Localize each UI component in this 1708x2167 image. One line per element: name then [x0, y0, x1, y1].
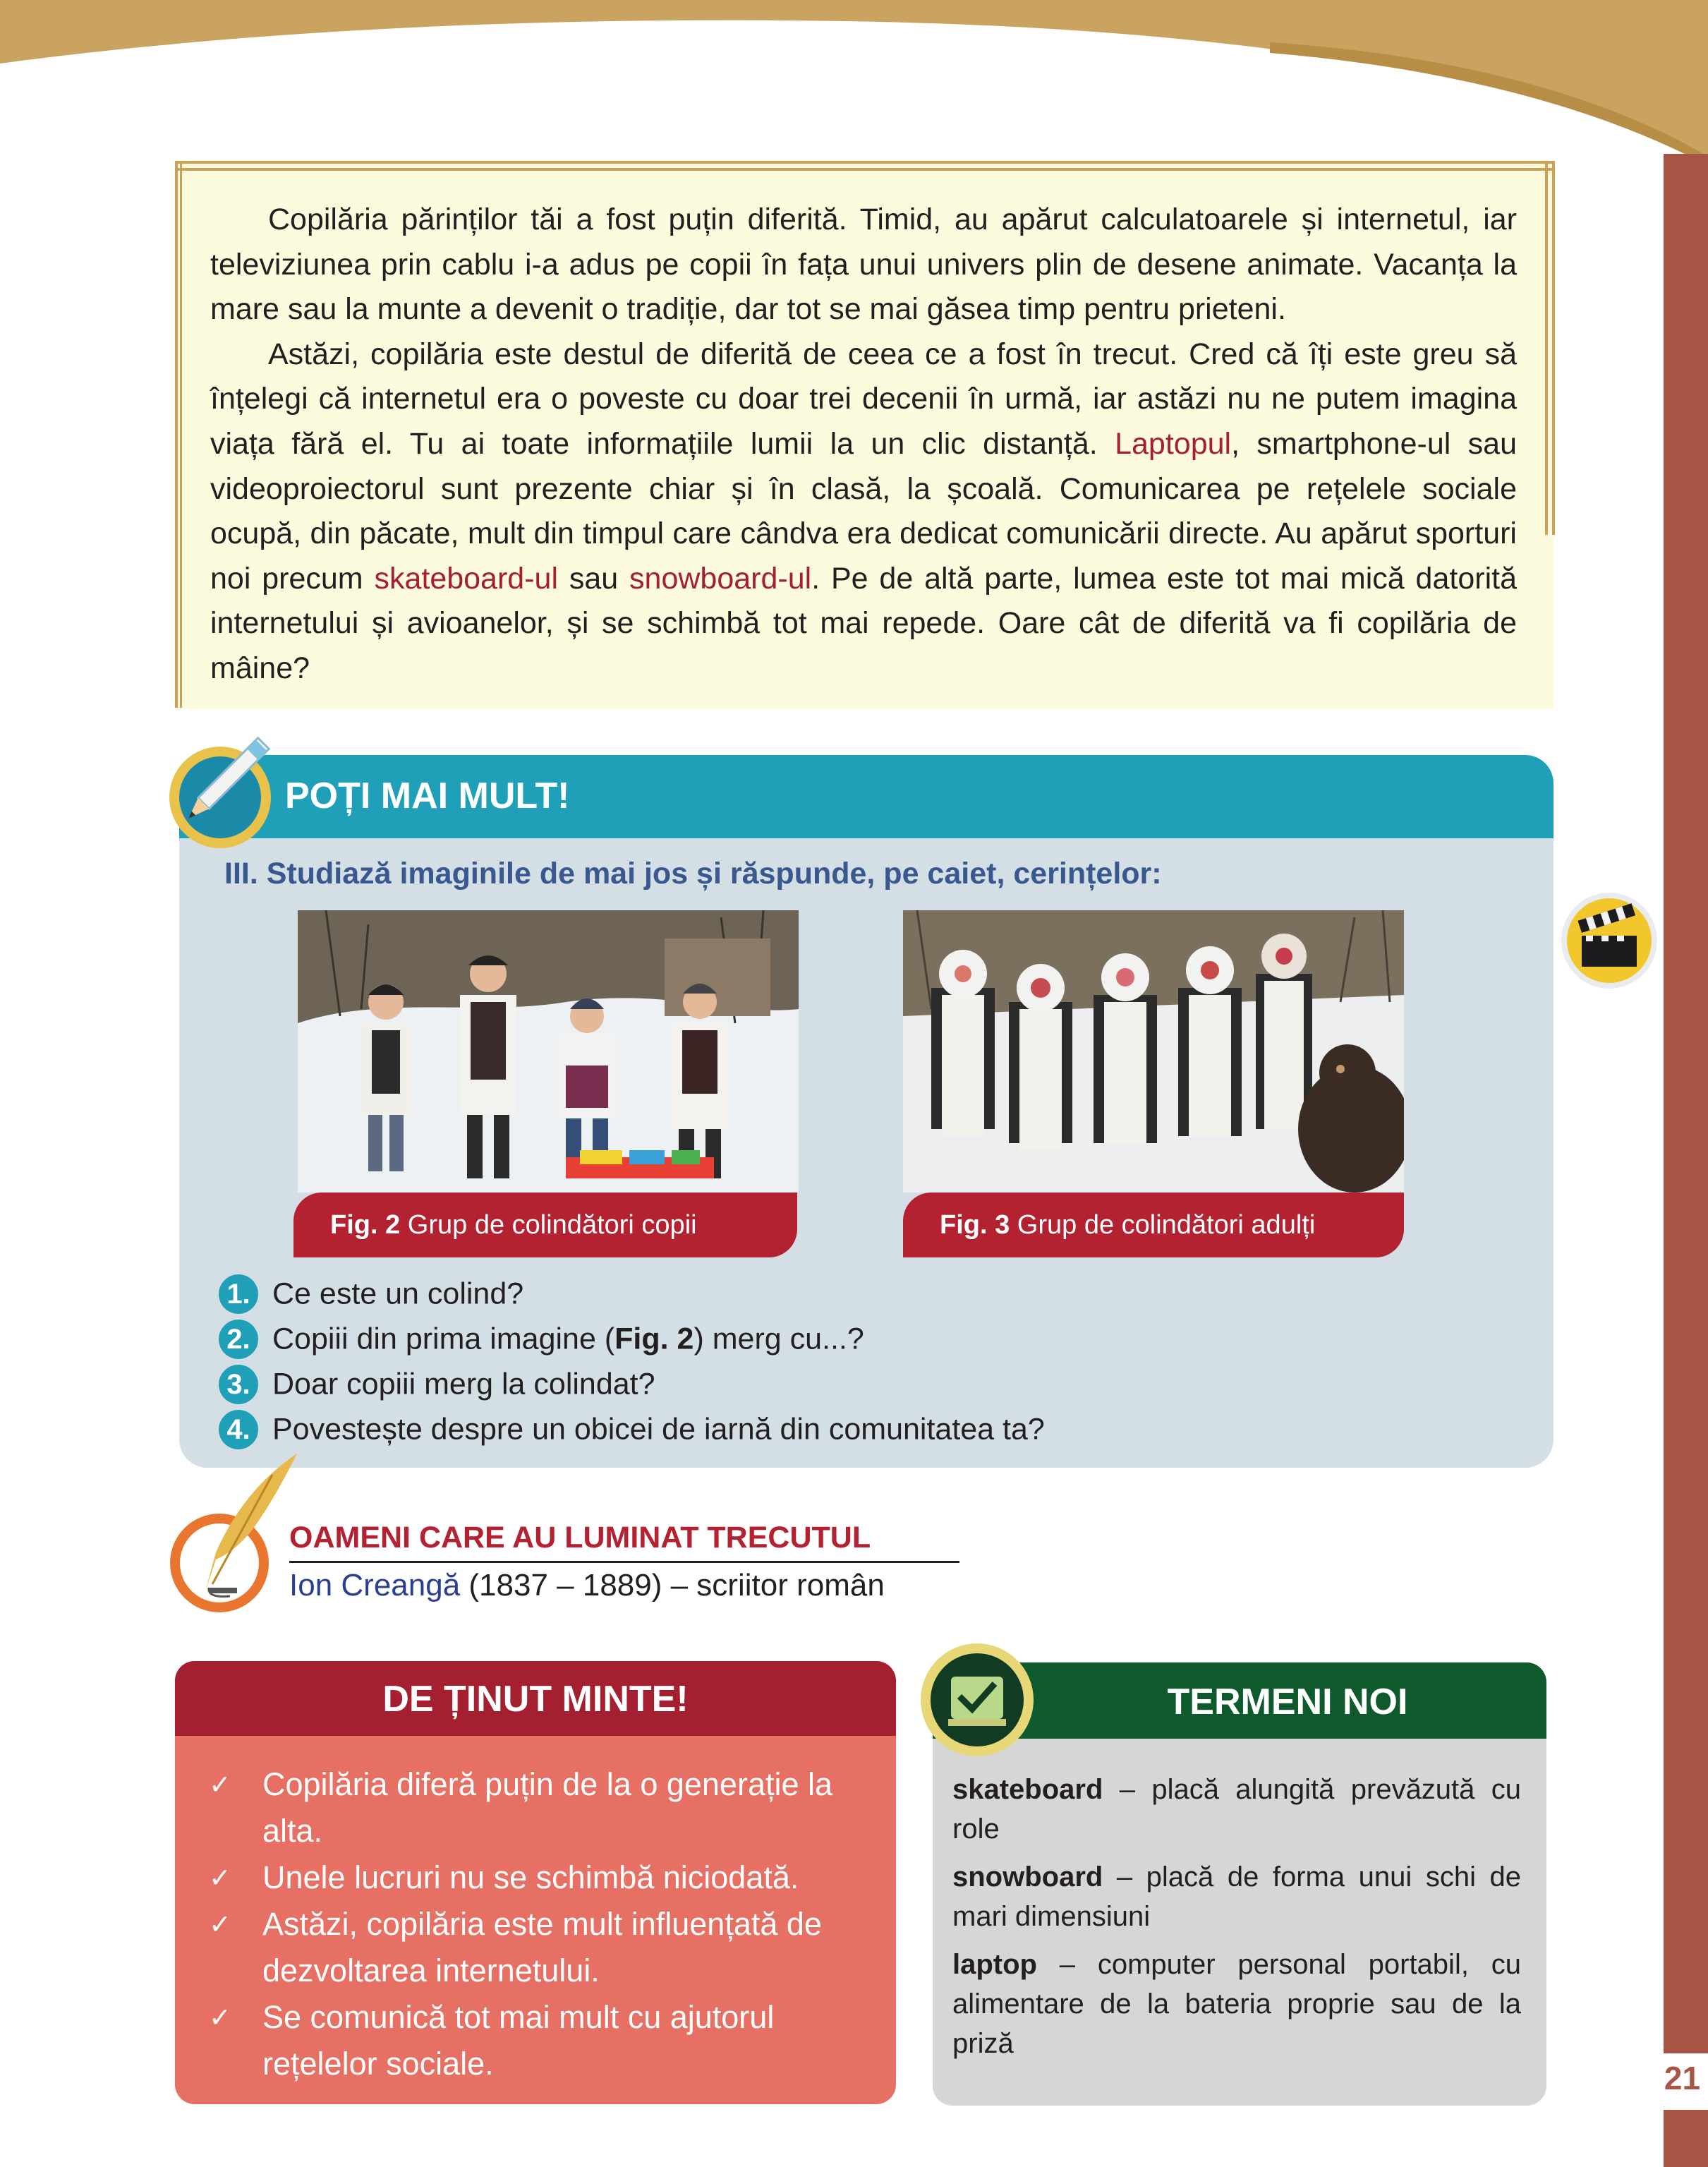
question-2-text [272, 1322, 864, 1356]
question-1-number: 1. [219, 1274, 258, 1314]
term-entry-laptop [952, 1945, 1521, 2063]
term-definition: – computer personal portabil, cu alimentare de la bateria proprie sau de la priză [952, 1949, 1521, 2059]
right-sidebar-strip [1664, 154, 1708, 2167]
list-item [205, 1854, 875, 1901]
list-item [205, 1994, 875, 2087]
quill-icon [166, 1447, 308, 1616]
term-word: snowboard [952, 1861, 1103, 1893]
question-2-text-b: ) merg cu...? [694, 1322, 864, 1356]
question-2-figure-ref: Fig. 2 [614, 1322, 694, 1356]
de-tinut-minte-list [205, 1761, 875, 2087]
question-3 [219, 1365, 655, 1404]
person-name: Ion Creangă [289, 1568, 461, 1602]
caption-fig-3 [903, 1193, 1404, 1257]
pencil-icon [157, 727, 277, 854]
checkmark-icon: ✓ [209, 1862, 231, 1893]
term-entry-skateboard [952, 1770, 1521, 1849]
photo-child-carolers [298, 910, 799, 1193]
caption-fig-2 [293, 1193, 797, 1257]
termeni-noi-title: TERMENI NOI [1167, 1682, 1408, 1722]
person-details: (1837 – 1889) – scriitor român [460, 1568, 885, 1602]
term-definition: – placă alungită prevăzută cu role [952, 1774, 1521, 1845]
checkmark-icon: ✓ [209, 2002, 231, 2033]
intro-border-right [1545, 161, 1555, 535]
caption-fig-3-text: Grup de colindători adulți [1010, 1210, 1316, 1240]
intro-p2-part-d: . Pe de altă parte, lumea este tot mai mică datorită internetului și avioanelor, și se schimbă tot mai repede. Oare cât de diferită va fi copilăria de mâine? [210, 561, 1517, 685]
list-item-text: Astăzi, copilăria este mult influențată de dezvoltarea internetului. [262, 1906, 822, 1988]
list-item-text: Se comunică tot mai mult cu ajutorul rețelelor sociale. [262, 1999, 775, 2082]
term-entry-snowboard [952, 1857, 1521, 1936]
caption-fig-3-label: Fig. 3 [940, 1210, 1010, 1240]
checkmark-icon: ✓ [209, 1769, 231, 1800]
oameni-underline [289, 1561, 959, 1563]
term-word: laptop [952, 1949, 1037, 1980]
oameni-person [289, 1568, 885, 1603]
question-1-text: Ce este un colind? [272, 1276, 524, 1311]
question-2-text-a: Copiii din prima imagine ( [272, 1322, 615, 1356]
top-decorative-band [0, 0, 1708, 169]
intro-border-top [178, 161, 1553, 171]
caption-fig-2-text: Grup de colindători copii [400, 1210, 697, 1240]
question-4-number: 4. [219, 1410, 258, 1449]
term-word: skateboard [952, 1774, 1103, 1805]
list-item [205, 1901, 875, 1994]
caption-fig-2-label: Fig. 2 [330, 1210, 401, 1240]
question-4 [219, 1410, 1045, 1449]
list-item [205, 1761, 875, 1854]
question-4-text: Povestește despre un obicei de iarnă din comunitatea ta? [272, 1412, 1045, 1447]
question-3-text: Doar copiii merg la colindat? [272, 1367, 655, 1401]
question-2 [219, 1320, 864, 1359]
photo-adult-carolers [903, 910, 1404, 1193]
term-definition: – placă de forma unui schi de mari dimensiuni [952, 1861, 1521, 1932]
list-item-text: Unele lucruri nu se schimbă niciodată. [262, 1859, 799, 1895]
intro-p2-part-a: Astăzi, copilăria este destul de diferită de ceea ce a fost în trecut. Cred că îți este greu să înțelegi că internetul era o poveste cu doar trei decenii în urmă, iar astăzi nu ne putem imagina viața fără el. Tu ai toate informațiile lumii la un clic distanță. [210, 337, 1517, 461]
intro-border-left [175, 161, 182, 708]
checkmark-icon: ✓ [209, 1909, 231, 1940]
poti-mai-mult-title: POȚI MAI MULT! [285, 775, 570, 816]
question-3-number: 3. [219, 1365, 258, 1404]
task-instruction: III. Studiază imaginile de mai jos și răspunde, pe caiet, cerințelor: [224, 857, 1162, 891]
intro-text [210, 198, 1517, 692]
term-highlight-snowboard: snowboard-ul [629, 561, 812, 596]
film-clapper-icon [1559, 891, 1659, 991]
intro-paragraph-2 [210, 332, 1517, 692]
question-1 [219, 1274, 523, 1314]
term-highlight-laptop: Laptopul [1115, 426, 1232, 461]
intro-p2-part-c: sau [558, 561, 630, 596]
intro-paragraph-1: Copilăria părinților tăi a fost puțin diferită. Timid, au apărut calculatoarele și internetul, iar televiziunea prin cablu i-a adus pe copii în fața unui univers plin de desene animate. Vacanța la mare sau la munte a devenit o tradiție, dar tot se mai găsea timp pentru prieteni. [210, 203, 1517, 327]
term-highlight-skateboard: skateboard-ul [374, 561, 558, 596]
question-2-number: 2. [219, 1320, 258, 1359]
page-number: 21 [1664, 2060, 1701, 2096]
de-tinut-minte-title: DE ȚINUT MINTE! [382, 1679, 689, 1720]
list-item-text: Copilăria diferă puțin de la o generație la alta. [262, 1766, 833, 1849]
oameni-title: OAMENI CARE AU LUMINAT TRECUTUL [289, 1521, 871, 1555]
intro-p2-part-b: , smartphone-ul sau videoproiectorul sunt prezente chiar și în clasă, la școală. Comunicarea pe rețelele sociale ocupă, din păcate, mult din timpul care cândva era dedicat comunicării directe. Au apărut sporturi noi precum [210, 426, 1517, 596]
